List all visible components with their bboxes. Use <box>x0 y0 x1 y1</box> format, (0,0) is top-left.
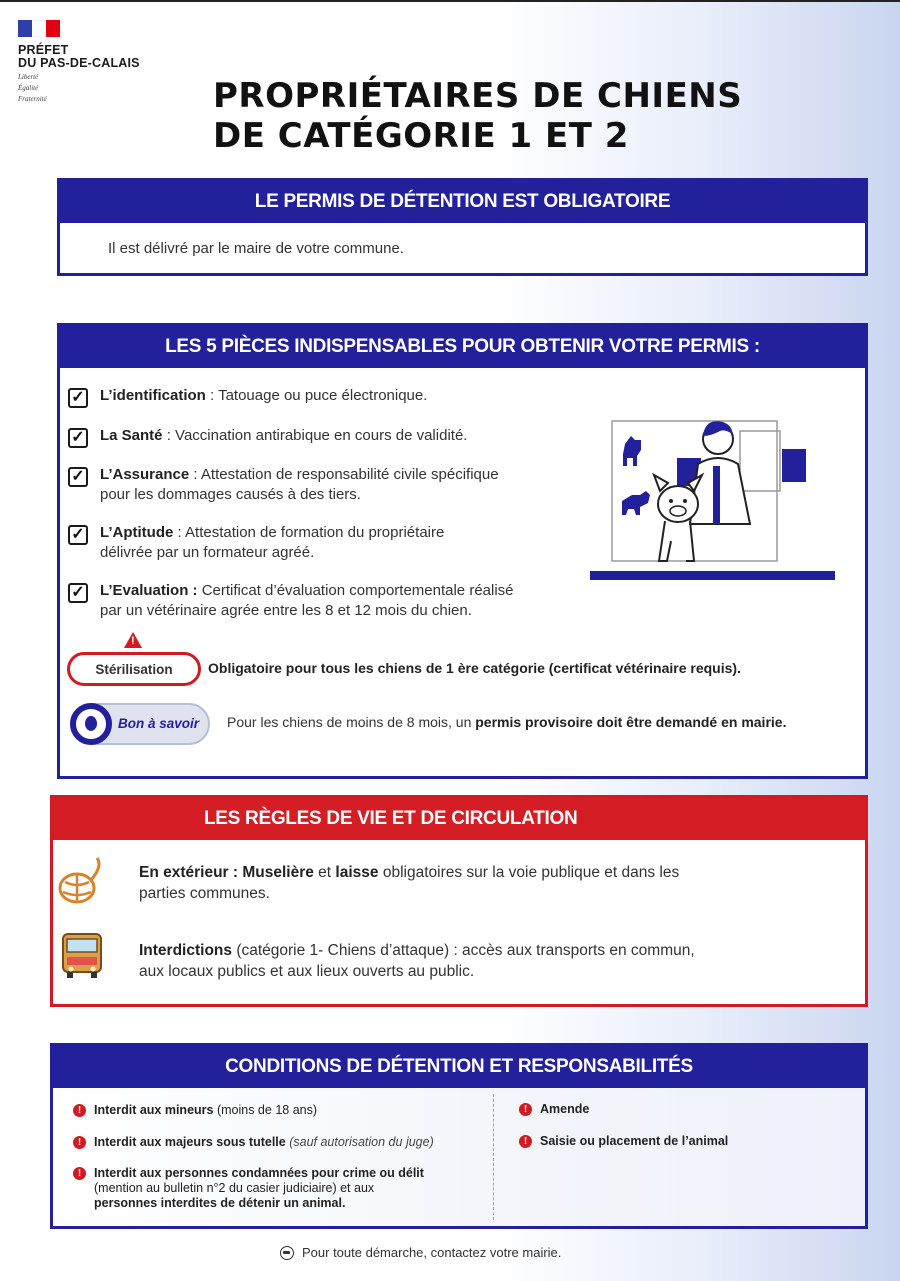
phone-icon <box>280 1246 294 1260</box>
exclamation-icon: ! <box>519 1103 532 1116</box>
prefet-line1: PRÉFET <box>18 43 69 57</box>
pieces-heading: LES 5 PIÈCES INDISPENSABLES POUR OBTENIR VOTRE PERMIS : <box>60 326 865 368</box>
motto-fraternite: Fraternité <box>18 95 47 103</box>
checkbox-icon: ✓ <box>68 583 88 603</box>
bon-a-savoir-text: Pour les chiens de moins de 8 mois, un permis provisoire doit être demandé en mairie. <box>227 714 787 730</box>
prefecture-logo <box>18 20 178 103</box>
pieces-box <box>57 323 868 779</box>
exclamation-icon: ! <box>519 1135 532 1148</box>
bon-a-savoir-label: Bon à savoir <box>118 716 200 731</box>
checkbox-icon: ✓ <box>68 467 88 487</box>
rule-interdictions: Interdictions (catégorie 1- Chiens d’attaque) : accès aux transports en commun, aux locaux publics et aux lieux ouverts au public. <box>139 942 695 980</box>
location-pin-icon <box>70 703 112 745</box>
permit-box <box>57 178 868 276</box>
condition-saisie: ! Saisie ou placement de l’animal <box>519 1134 728 1149</box>
piece-item-evaluation: ✓ L’Evaluation : Certificat d’évaluation comportementale réalisé par un vétérinaire agrée entre les 8 et 12 mois du chien. <box>68 581 514 621</box>
footer <box>280 1245 561 1260</box>
conditions-heading: CONDITIONS DE DÉTENTION ET RESPONSABILITÉS <box>53 1046 865 1088</box>
warning-icon: ! <box>124 632 142 648</box>
condition-amende: ! Amende <box>519 1102 589 1117</box>
condition-mineurs: ! Interdit aux mineurs (moins de 18 ans) <box>73 1103 317 1118</box>
sterilisation-text: Obligatoire pour tous les chiens de 1 ère catégorie (certificat vétérinaire requis). <box>208 660 741 676</box>
motto-egalite: Égalité <box>18 84 39 92</box>
muzzle-icon <box>55 856 103 908</box>
rules-heading: LES RÈGLES DE VIE ET DE CIRCULATION <box>53 798 865 840</box>
condition-tutelle: ! Interdit aux majeurs sous tutelle (sauf autorisation du juge) <box>73 1135 434 1150</box>
french-flag-icon <box>18 20 60 37</box>
motto-liberte: Liberté <box>18 73 39 81</box>
checkbox-icon: ✓ <box>68 388 88 408</box>
checkbox-icon: ✓ <box>68 525 88 545</box>
permit-heading: LE PERMIS DE DÉTENTION EST OBLIGATOIRE <box>60 181 865 223</box>
top-border <box>0 0 900 2</box>
condition-condamnees: ! Interdit aux personnes condamnées pour crime ou délit (mention au bulletin n°2 du casier judiciaire) et aux personnes interdites de détenir un animal. <box>73 1166 483 1211</box>
piece-item-assurance: ✓ L’Assurance : Attestation de responsabilité civile spécifique pour les dommages causés à des tiers. <box>68 465 499 505</box>
checkbox-icon: ✓ <box>68 428 88 448</box>
bon-a-savoir-badge <box>70 703 210 745</box>
vet-illustration <box>590 406 840 586</box>
exclamation-icon: ! <box>73 1104 86 1117</box>
bus-icon <box>59 930 105 980</box>
title-line1: PROPRIÉTAIRES DE CHIENS <box>213 76 743 116</box>
page-title <box>213 76 833 156</box>
conditions-body <box>53 1088 865 1226</box>
prefet-line2: DU PAS-DE-CALAIS <box>18 56 140 70</box>
sterilisation-badge: Stérilisation <box>67 652 201 686</box>
footer-text: Pour toute démarche, contactez votre mairie. <box>302 1245 562 1260</box>
piece-item-identification: ✓ L’identification : Tatouage ou puce électronique. <box>68 386 427 408</box>
exclamation-icon: ! <box>73 1136 86 1149</box>
exclamation-icon: ! <box>73 1167 86 1180</box>
piece-item-aptitude: ✓ L’Aptitude : Attestation de formation du propriétaire délivrée par un formateur agréé. <box>68 523 444 563</box>
conditions-box <box>50 1043 868 1229</box>
permit-text: Il est délivré par le maire de votre commune. <box>108 240 404 257</box>
rules-box <box>50 795 868 1007</box>
piece-item-sante: ✓ La Santé : Vaccination antirabique en cours de validité. <box>68 426 467 448</box>
divider <box>493 1094 494 1220</box>
rule-exterieur: En extérieur : Muselière et laisse obligatoires sur la voie publique et dans les parties communes. <box>139 864 680 902</box>
title-line2: DE CATÉGORIE 1 ET 2 <box>213 116 629 156</box>
